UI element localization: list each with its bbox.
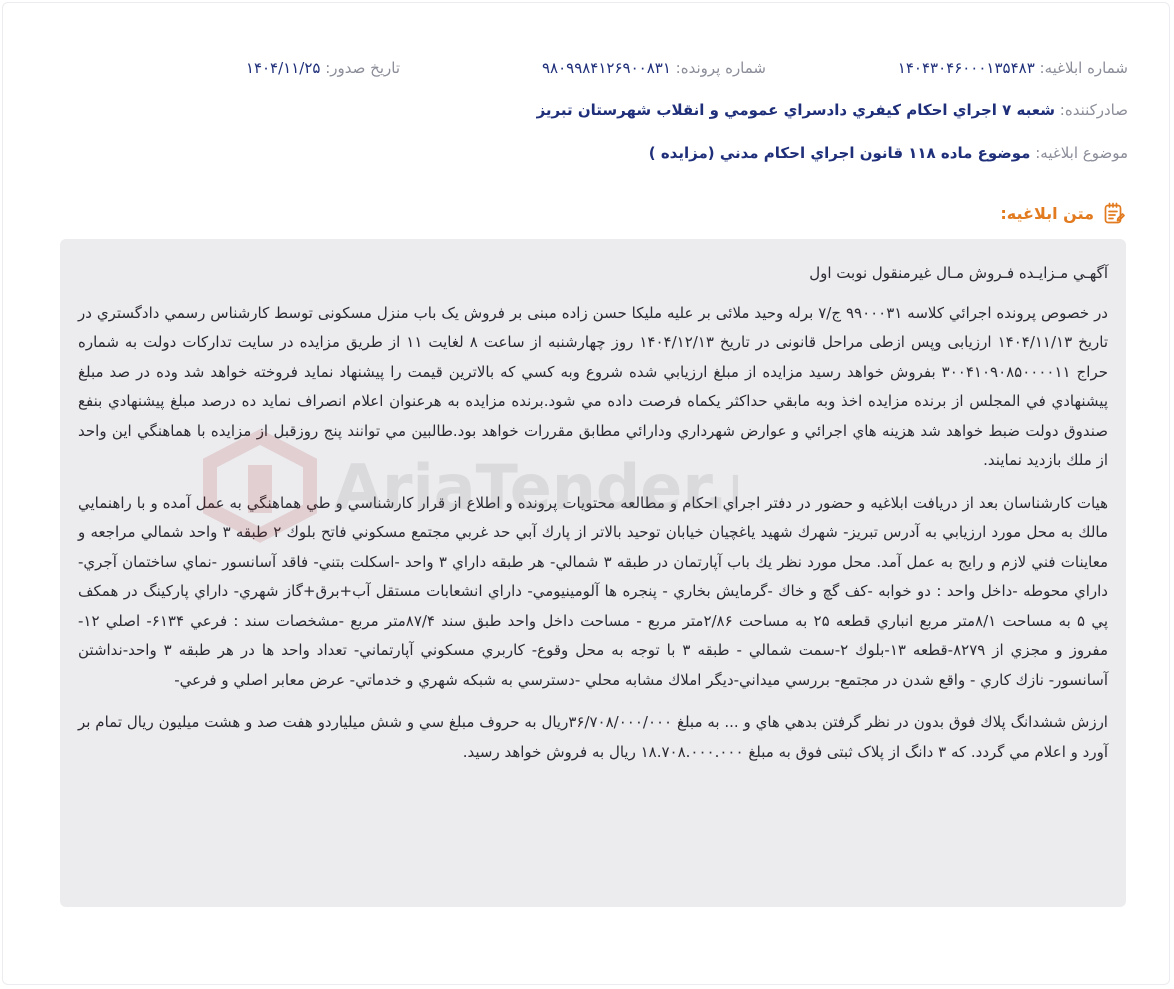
case-number-label: شماره پرونده:	[675, 59, 766, 77]
notice-number	[898, 58, 1128, 78]
body-paragraph-2: هيات کارشناسان بعد از دريافت ابلاغيه و حضور در دفتر اجراي احکام و مطالعه محتويات پرونده و اطلاع از قرار کارشناسي و طي هماهنگي به عمل آمده و با راهنمايي مالك به محل مورد ارزيابي به آدرس تبريز- شهرك شهيد ياغچيان خيابان توحيد بالاتر از پارك آبي حد غربي مجتمع مسكوني فاتح بلوك ۲ طبقه ۳ واحد شمالي مراجعه و معاينات فني لازم و رايج به عمل آمد. محل مورد نظر يك باب آپارتمان در طبقه ۳ شمالي- هر طبقه داراي ۳ واحد -اسكلت بتني- فاقد آسانسور -نماي ساختمان آجري-داراي محوطه -داخل واحد : دو خوابه -كف گچ و خاك -گرمايش بخاري - پنجره ها آلومينيومي- داراي انشعابات مستقل آب+برق+گاز شهري- داراي پاركينگ در همكف پي ۵ به مساحت ۸/۱متر مربع انباري قطعه ۲۵ به مساحت ۲/۸۶متر مربع - مساحت داخل واحد طبق سند ۸۷/۴متر مربع -مشخصات سند : فرعي ۶۱۳۴- اصلي ۱۲- مفروز و مجزي از ۸۲۷۹-قطعه ۱۳-بلوك ۲-سمت شمالي - طبقه ۳ با توجه به محل وقوع- كاربري مسكوني آپارتماني- تعداد واحد ها در هر طبقه ۳ واحد-نداشتن آسانسور- نازك كاري - واقع شدن در مجتمع- بررسي ميداني-ديگر املاك مشابه محلي -دسترسي به شبكه شهري و خدماتي- عرض معابر اصلي و فرعي-	[78, 493, 1109, 689]
subject-label: موضوع ابلاغيه:	[1035, 144, 1128, 162]
notice-number-value: ۱۴۰۴۳۰۴۶۰۰۰۱۳۵۴۸۳	[897, 59, 1035, 77]
notice-text-heading	[1000, 201, 1126, 225]
document-icon	[1102, 201, 1126, 225]
subject-row	[60, 143, 1128, 163]
issue-date	[246, 58, 400, 78]
body-paragraph-3: ارزش ششدانگ پلاك فوق بدون در نظر گرفتن بدهي هاي و ... به مبلغ ۳۶/۷۰۸/۰۰۰/۰۰۰ريال به حروف مبلغ سي و شش ميلياردو هفت صد و هشت ميليون ريال تمام بر آورد و اعلام مي گردد. كه ۳ دانگ از پلاک ثبتی فوق به مبلغ ۱۸.۷۰۸.۰۰۰.۰۰۰ ريال به فروش خواهد رسيد.	[78, 713, 1108, 761]
body-paragraph-1: در خصوص پرونده اجرائي کلاسه ۹۹۰۰۰۳۱ ج/۷ برله وحيد ملائی بر عليه مليکا حسن زاده مبنی بر فروش یک باب منزل مسکونی توسط کارشناس رسمي دادگستري در تاريخ ۱۴۰۴/۱۱/۱۳ ارزيابی وپس ازطی مراحل قانونی در تاريخ ۱۴۰۴/۱۲/۱۳ روز چهارشنبه از ساعت ۸ لغايت ۱۱ از طريق مزايده در سايت تدارکات دولت به شماره حراج ۳۰۰۴۱۰۹۰۸۵۰۰۰۰۱۱ بفروش خواهد رسيد مزايده از مبلغ ارزيابي شده شروع وبه کسي که بالاترين قيمت را پيشنهاد نمايد فروخته خواهد شد وده در صد مبلغ پيشنهادي في المجلس از برنده مزايده اخذ وبه مابقي حداکثر يکماه فرصت داده مي شود.برنده مزايده به هرعنوان اعلام انصراف نمايد ده درصد مبلغ پيشنهادي بنفع صندوق دولت ضبط خواهد شد هزينه هاي اجرائي و عوارض شهرداري ودارائي مطابق مقررات خواهد بود.طالبين مي توانند پنج روزقبل از مزايده با هماهنگي اين واحد از ملك بازديد نمايند.	[78, 303, 1109, 469]
auction-title: آگهـي مـزايـده فـروش مـال غيرمنقول نوبت اول	[809, 264, 1108, 282]
case-number	[542, 58, 766, 78]
notice-number-label: شماره ابلاغيه:	[1039, 59, 1128, 77]
subject-value: موضوع ماده ۱۱۸ قانون اجراي احکام مدني (مزايده )	[648, 144, 1031, 162]
issue-date-label: تاريخ صدور:	[325, 59, 400, 77]
issue-date-value: ۱۴۰۴/۱۱/۲۵	[245, 59, 321, 77]
issuer-value: شعبه ۷ اجراي احکام کيفري دادسراي عمومي و انقلاب شهرستان تبريز	[536, 101, 1055, 119]
case-number-value: ۹۸۰۹۹۸۴۱۲۶۹۰۰۸۳۱	[541, 59, 671, 77]
issuer-row	[60, 100, 1128, 120]
issuer-label: صادرکننده:	[1059, 101, 1128, 119]
notice-text-title: متن ابلاغيه:	[1000, 203, 1094, 223]
notice-body	[60, 239, 1126, 907]
